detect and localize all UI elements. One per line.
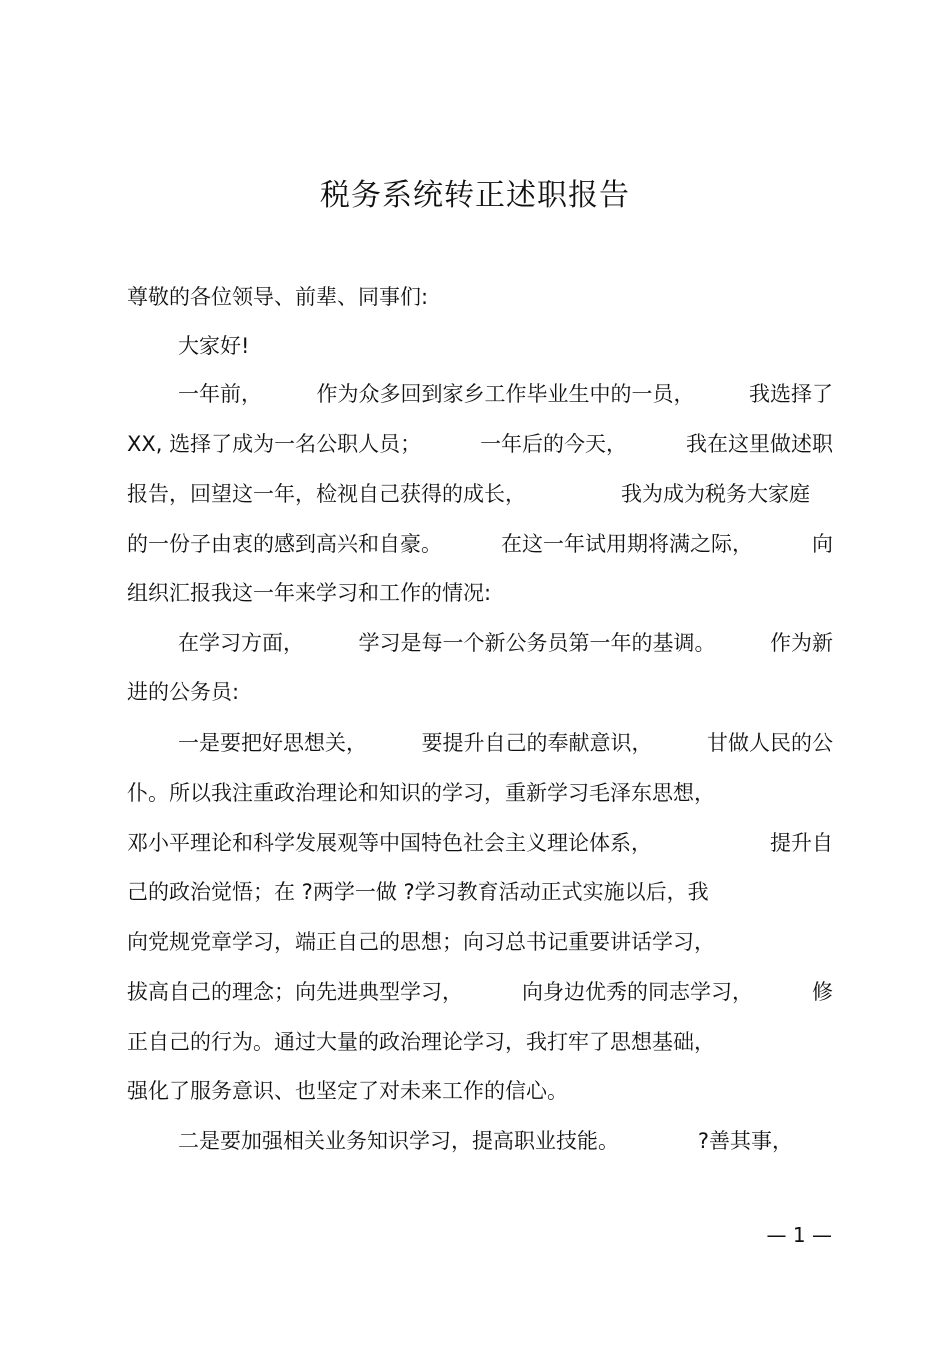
text-line [127,778,833,808]
text-segment: 拔高自己的理念；向先进典型学习， [127,980,463,1004]
text-segment: 提升自 [770,831,833,855]
text-line [127,977,833,1007]
text-segment: 要提升自己的奉献意识， [421,731,653,755]
text-segment: 向党规党章学习，端正自己的思想；向习总书记重要讲话学习， [127,930,715,954]
text-segment: 正自己的行为。通过大量的政治理论学习，我打牢了思想基础， [127,1030,715,1054]
text-segment: 一年前， [178,382,262,406]
text-line [127,578,833,608]
text-segment: 己的政治觉悟；在 ?两学一做 ?学习教育活动正式实施以后，我 [127,880,709,904]
text-segment: ?善其事， [697,1129,793,1153]
text-segment: 修 [812,980,833,1004]
text-line [127,828,833,858]
text-line [127,479,810,509]
text-segment: 大家好! [178,334,250,358]
text-segment: 学习是每一个新公务员第一年的基调。 [358,631,716,655]
text-segment: 向身边优秀的同志学习， [522,980,753,1004]
text-segment: 组织汇报我这一年来学习和工作的情况: [127,581,492,605]
text-line [127,282,833,312]
text-line [178,1126,793,1156]
text-line [178,628,833,658]
text-segment: 我为成为税务大家庭 [621,482,810,506]
text-line [127,677,833,707]
text-segment: 我选择了 [749,382,833,406]
text-segment: 强化了服务意识、也坚定了对未来工作的信心。 [127,1079,568,1103]
text-line [127,877,833,907]
text-segment: 作为新 [770,631,833,655]
page-number: — 1 — [766,1223,832,1247]
text-segment: 尊敬的各位领导、前辈、同事们: [127,285,429,309]
text-segment: 一年后的今天， [480,432,628,456]
text-segment: 我在这里做述职 [686,432,833,456]
text-segment: 报告，回望这一年，检视自己获得的成长， [127,482,526,506]
text-line [127,1076,833,1106]
text-line [178,331,833,361]
text-segment: 向 [812,532,833,556]
text-segment: 进的公务员: [127,680,240,704]
text-segment: 二是要加强相关业务知识学习，提高职业技能。 [178,1129,619,1153]
text-line [178,728,833,758]
document-title: 税务系统转正述职报告 [320,178,630,213]
text-segment: 的一份子由衷的感到高兴和自豪。 [127,532,442,556]
text-segment: 作为众多回到家乡工作毕业生中的一员， [316,382,695,406]
text-segment: 一是要把好思想关， [178,731,367,755]
text-line [127,429,833,459]
text-line [178,379,833,409]
text-segment: 在这一年试用期将满之际， [501,532,753,556]
text-line [127,1027,833,1057]
text-line [127,529,833,559]
text-segment: 仆。所以我注重政治理论和知识的学习，重新学习毛泽东思想， [127,781,715,805]
text-segment: 在学习方面， [178,631,304,655]
text-segment: 甘做人民的公 [707,731,833,755]
text-segment: 邓小平理论和科学发展观等中国特色社会主义理论体系， [127,831,652,855]
text-line [127,927,833,957]
text-segment: XX, 选择了成为一名公职人员； [127,432,422,456]
